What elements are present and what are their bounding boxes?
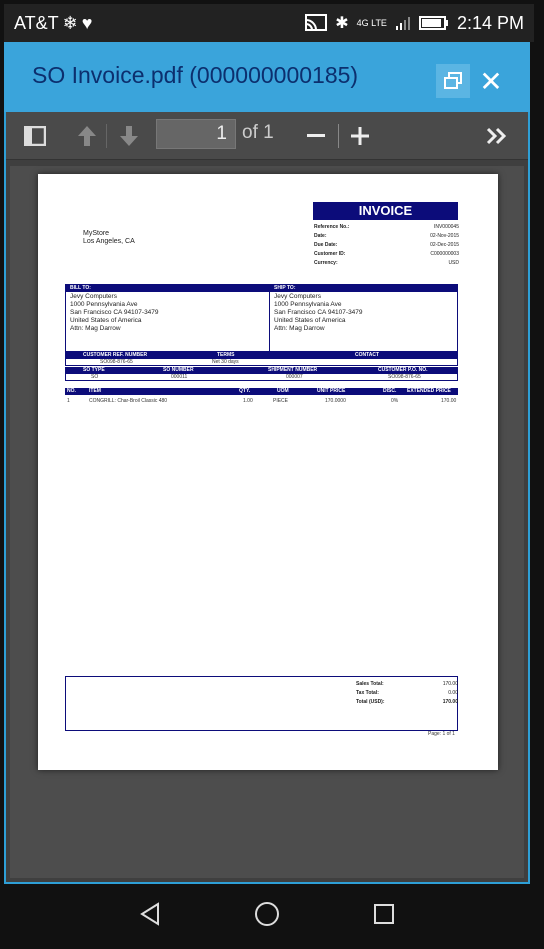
close-icon: ✕	[479, 65, 503, 97]
meta-row	[314, 251, 459, 260]
so-value: 000011	[171, 374, 188, 380]
total-value: 0.00	[448, 690, 458, 696]
meta-label: Reference No.:	[314, 224, 350, 230]
back-button[interactable]	[136, 900, 164, 928]
line-header-bar	[65, 388, 458, 395]
toolbar-divider	[106, 124, 107, 148]
total-row	[356, 681, 458, 687]
arrow-down-icon	[119, 125, 139, 147]
meta-value: USD	[448, 260, 459, 266]
address-line: United States of America	[70, 317, 142, 324]
total-value: 170.00	[442, 699, 458, 705]
ref-value: Net 30 days	[212, 359, 239, 365]
arrow-up-icon	[77, 125, 97, 147]
snowflake-icon: ❄	[62, 12, 78, 33]
total-label: Total (USD):	[356, 699, 385, 705]
meta-label: Due Date:	[314, 242, 338, 248]
back-triangle-icon	[139, 902, 161, 926]
page-number-input[interactable]: 1	[156, 119, 236, 149]
clock: 2:14 PM	[456, 12, 524, 33]
so-header-bar	[65, 367, 458, 374]
double-chevron-right-icon	[486, 127, 508, 145]
meta-row	[314, 242, 459, 251]
total-label: Tax Total:	[356, 690, 379, 696]
totals-box	[65, 676, 458, 731]
carrier-label: AT&T	[14, 12, 59, 33]
line-item-name: CONGRILL: Char-Broil Classic 480	[89, 398, 168, 404]
ref-header: CONTACT	[355, 352, 380, 358]
sidebar-icon	[24, 126, 46, 146]
invoice-title: INVOICE	[313, 202, 458, 220]
zoom-out-button[interactable]	[302, 122, 330, 150]
line-header: ITEM	[89, 388, 101, 394]
pdf-dialog	[4, 42, 530, 884]
ref-header-bar	[65, 352, 458, 359]
ship-to-address	[274, 293, 363, 333]
so-value: SO098-876-65	[388, 374, 421, 380]
address-line: 1000 Pennsylvania Ave	[70, 301, 138, 308]
line-no: 1	[67, 398, 70, 404]
total-row	[356, 690, 458, 696]
ship-to-header: SHIP TO:	[270, 285, 458, 292]
so-header: SO NUMBER	[163, 367, 194, 373]
address-line: United States of America	[274, 317, 346, 324]
more-tools-button[interactable]	[482, 122, 512, 150]
line-disc: 0%	[391, 398, 399, 404]
meta-row	[314, 233, 459, 242]
store-address	[83, 230, 135, 246]
line-unit-price: 170.0000	[325, 398, 346, 404]
store-name: MyStore	[83, 230, 110, 237]
home-circle-icon	[254, 901, 280, 927]
document-area[interactable]	[10, 166, 524, 878]
page-footer: Page: 1 of 1	[428, 731, 455, 737]
cast-icon	[305, 14, 327, 32]
bill-to-address	[70, 293, 159, 333]
address-line: 1000 Pennsylvania Ave	[274, 301, 342, 308]
so-header: SHIPMENT NUMBER	[268, 367, 318, 373]
ref-header: CUSTOMER REF. NUMBER	[83, 352, 148, 358]
meta-value: C000000003	[430, 251, 459, 257]
battery-icon	[419, 15, 449, 31]
restore-button[interactable]	[436, 64, 470, 98]
zoom-in-button[interactable]	[346, 122, 374, 150]
meta-label: Customer ID:	[314, 251, 346, 257]
meta-label: Currency:	[314, 260, 338, 266]
invoice-meta	[314, 224, 459, 269]
restore-icon	[444, 72, 462, 90]
page-count-label: of 1	[242, 122, 274, 143]
minus-icon	[307, 134, 325, 138]
line-header: QTY.	[239, 388, 251, 394]
address-line: Jevy Computers	[70, 293, 117, 300]
total-label: Sales Total:	[356, 681, 384, 687]
line-header: UNIT PRICE	[317, 388, 346, 394]
address-line: Attn: Mag Darrow	[70, 325, 121, 332]
store-city: Los Angeles, CA	[83, 238, 135, 245]
meta-value: 02-Nov-2015	[430, 233, 459, 239]
total-row	[356, 699, 458, 705]
line-ext-price: 170.00	[441, 398, 457, 404]
ref-value: SO098-876-65	[100, 359, 133, 365]
line-header: DISC.	[383, 388, 397, 394]
recents-square-icon	[373, 903, 395, 925]
carrier-group	[14, 13, 92, 34]
so-header: SO TYPE	[83, 367, 105, 373]
plus-icon	[351, 127, 369, 145]
recents-button[interactable]	[370, 900, 398, 928]
status-bar	[4, 4, 534, 42]
meta-row	[314, 224, 459, 233]
address-line: Jevy Computers	[274, 293, 321, 300]
status-right	[305, 13, 524, 34]
line-header: EXTENDED PRICE	[407, 388, 451, 394]
network-label: 4G LTE	[356, 18, 387, 28]
heart-monitor-icon: ♥	[81, 12, 93, 33]
toggle-sidebar-button[interactable]	[20, 122, 50, 150]
line-header: NO.	[67, 388, 76, 394]
dialog-titlebar	[4, 42, 530, 112]
next-page-button[interactable]	[114, 122, 144, 150]
bluetooth-icon: ✱	[335, 15, 349, 32]
line-uom: PIECE	[273, 398, 289, 404]
pdf-viewer	[6, 112, 528, 882]
meta-row	[314, 260, 459, 269]
home-button[interactable]	[253, 900, 281, 928]
android-nav-bar	[4, 884, 534, 944]
line-header: UOM	[277, 388, 289, 394]
address-line: San Francisco CA 94107-3479	[70, 309, 159, 316]
close-button[interactable]	[474, 64, 508, 98]
meta-value: INV000045	[433, 224, 459, 230]
dialog-title: SO Invoice.pdf (000000000185)	[32, 62, 359, 88]
so-value: SO	[91, 374, 99, 380]
so-value: 000007	[286, 374, 303, 380]
address-divider	[269, 285, 270, 353]
meta-label: Date:	[314, 233, 327, 239]
previous-page-button[interactable]	[72, 122, 102, 150]
line-qty: 1.00	[243, 398, 253, 404]
ref-header: TERMS	[217, 352, 235, 358]
zoom-divider	[338, 124, 339, 148]
address-box	[65, 284, 458, 352]
signal-icon	[395, 15, 411, 31]
ref-values-row	[65, 359, 458, 366]
total-value: 170.00	[442, 681, 458, 687]
so-values-row	[65, 374, 458, 381]
address-line: Attn: Mag Darrow	[274, 325, 325, 332]
bill-to-header: BILL TO:	[66, 285, 269, 292]
address-line: San Francisco CA 94107-3479	[274, 309, 363, 316]
viewer-toolbar	[6, 112, 528, 160]
meta-value: 02-Dec-2015	[430, 242, 459, 248]
pdf-page	[38, 174, 498, 770]
so-header: CUSTOMER P.O. NO.	[378, 367, 428, 373]
